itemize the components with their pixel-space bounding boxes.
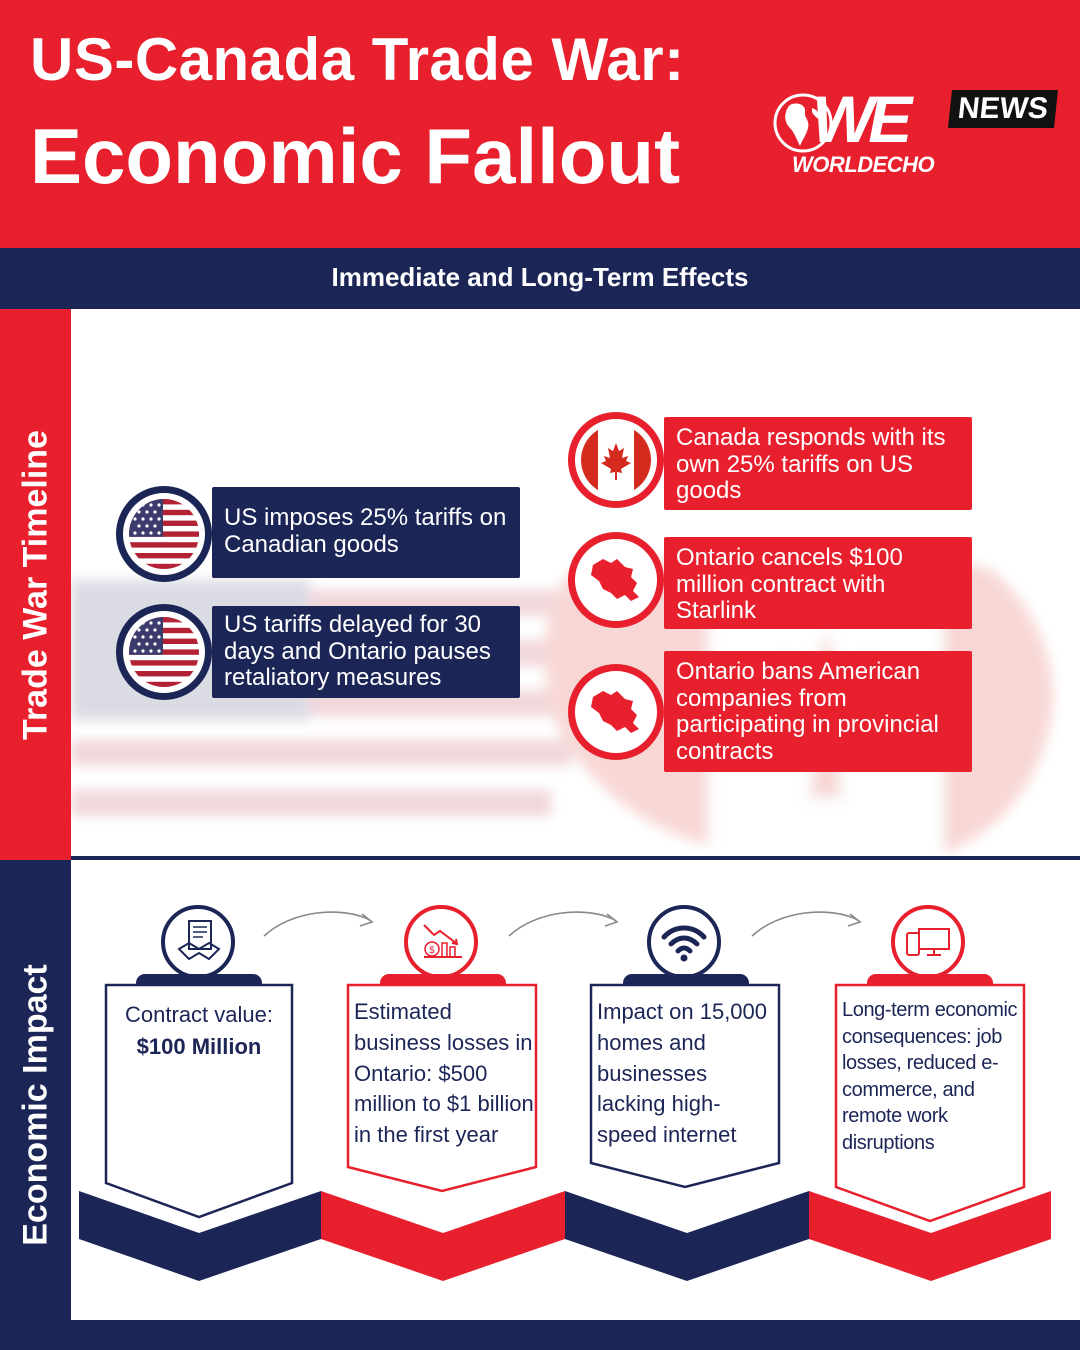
svg-text:$: $ [428,945,436,956]
section-divider [71,856,1080,860]
flow-arrow-icon [507,906,623,940]
contract-value-amount: $100 Million [136,1034,262,1059]
logo-news-badge: NEWS [948,90,1058,128]
logo-name: WORLDECHO [792,152,935,177]
timeline-side-panel [0,309,71,860]
ontario-map-icon [581,545,651,615]
subtitle: Immediate and Long-Term Effects [331,262,749,292]
page-title-line2: Economic Fallout [30,112,681,200]
us-flag-icon [129,499,199,569]
impact-side-panel [0,860,71,1350]
impact-card-text: Contract value: [125,1002,273,1027]
timeline-event-text: US imposes 25% tariffs on Canadian goods [212,487,520,578]
logo-mark: WE [812,82,907,156]
timeline-event-text: Canada responds with its own 25% tariffs on US goods [664,417,972,510]
us-flag-badge [116,604,212,700]
canada-flag-badge [568,412,664,508]
footer-bar [71,1320,1080,1350]
us-flag-icon [129,617,199,687]
impact-section-label: Economic Impact [16,964,55,1246]
ontario-map-badge [568,664,664,760]
devices-icon-badge [891,905,965,979]
timeline-event-text: Ontario bans American companies from participating in provincial contracts [664,651,972,772]
contract-handshake-icon [165,909,231,975]
impact-card-text: Impact on 15,000 homes and businesses lacking high-speed internet [597,999,768,1148]
timeline-event-text: Ontario cancels $100 million contract with Starlink [664,537,972,629]
contract-icon-badge [161,905,235,979]
timeline-event-text: US tariffs delayed for 30 days and Ontario pauses retaliatory measures [212,606,520,698]
devices-icon [895,909,961,975]
impact-card-text: Estimated business losses in Ontario: $500 million to $1 billion in the first year [354,999,534,1148]
page-title-line1: US-Canada Trade War: [30,26,685,93]
flow-arrow-icon [750,906,866,940]
declining-chart-icon [408,909,474,975]
timeline-section-label: Trade War Timeline [16,430,55,740]
flow-arrow-icon [262,906,378,940]
ontario-map-badge [568,532,664,628]
canada-flag-icon [581,425,651,495]
wifi-icon [651,909,717,975]
worldecho-logo [772,82,1052,186]
internet-icon-badge [647,905,721,979]
impact-card-text: Long-term economic consequences: job losses, reduced e-commerce, and remote work disruptions [842,999,1018,1154]
ontario-map-icon [581,677,651,747]
header-banner [0,0,1080,248]
losses-icon-badge [404,905,478,979]
us-flag-badge [116,486,212,582]
